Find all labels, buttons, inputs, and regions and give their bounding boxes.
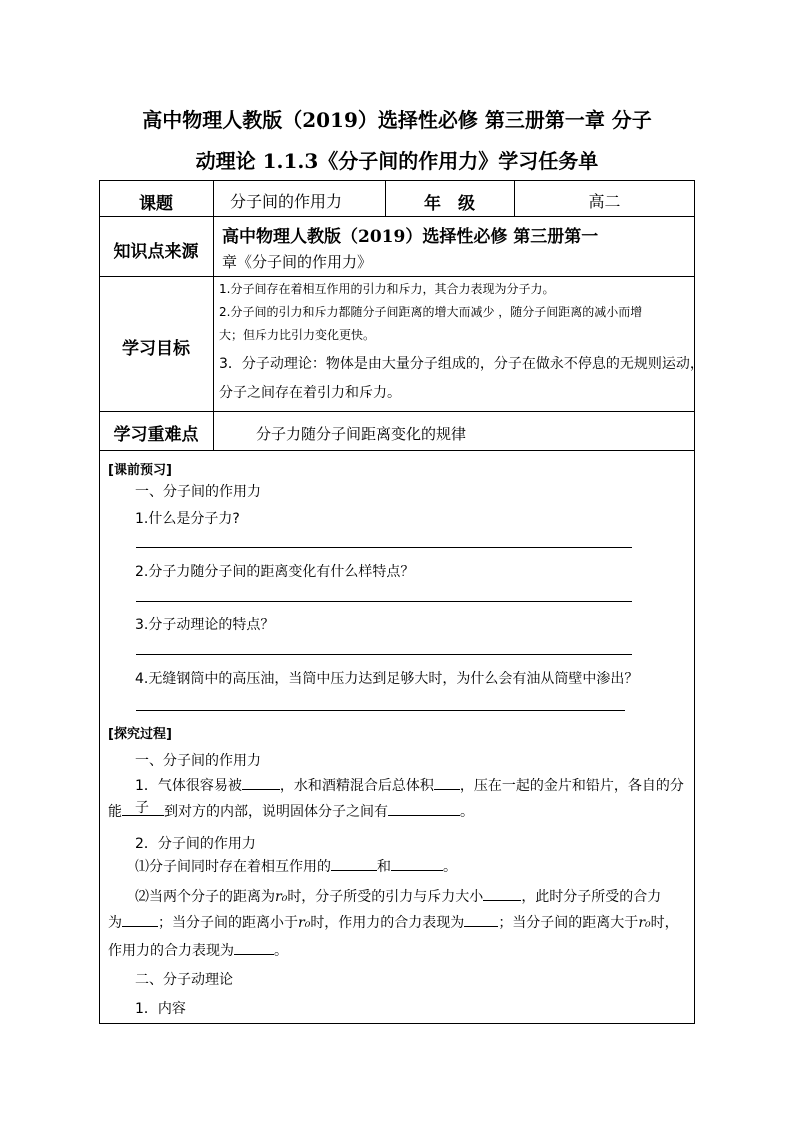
question-4: 4.无缝钢筒中的高压油，当筒中压力达到足够大时，为什么会有油从筒壁中渗出？: [135, 671, 639, 687]
question-2: 2.分子力随分子间的距离变化有什么样特点？: [135, 564, 415, 580]
text-fragment: 到对方的内部，说明固体分子之间有: [164, 804, 388, 820]
text-fragment: 。: [460, 804, 474, 820]
text-fragment: 作用力的合力表现为: [108, 943, 234, 959]
question-1: 1.什么是分子力?: [135, 511, 240, 527]
explore-paragraph-3: [135, 856, 690, 878]
preview-section-title: 一、分子间的作用力: [135, 484, 261, 500]
key-label: 学习重难点: [113, 425, 199, 445]
fill-blank[interactable]: [483, 886, 521, 901]
fill-blank[interactable]: [242, 775, 280, 790]
text-fragment: 时，作用力的合力表现为: [310, 915, 465, 931]
answer-line[interactable]: [136, 601, 632, 602]
course-value: 分子间的作用力: [230, 192, 343, 211]
grade-value: 高二: [588, 192, 621, 211]
explore-paragraph-1-cont: [108, 801, 688, 823]
goal-line: 分子之间存在着引力和斥力。: [219, 385, 401, 401]
table-rule: [99, 216, 695, 217]
answer-line[interactable]: [136, 654, 632, 655]
text-fragment: ，压在一起的金片和铅片，各自的分子: [135, 778, 684, 816]
fill-blank[interactable]: [122, 912, 158, 927]
text-fragment: 1．气体很容易被: [135, 778, 242, 794]
goal-line: 大；但斥力比引力变化更快。: [219, 328, 376, 342]
table-rule: [213, 180, 214, 450]
goal-line: 2.分子间的引力和斥力都随分子间距离的增大而减少 ，随分子间距离的减小而增: [219, 305, 643, 319]
text-fragment: ⑵当两个分子的距离为: [135, 889, 275, 905]
goal-line: 1.分子间存在着相互作用的引力和斥力，其合力表现为分子力。: [219, 282, 555, 296]
text-fragment: 时，: [650, 915, 679, 931]
goals-label: 学习目标: [122, 339, 190, 359]
explore-header: [探究过程]: [108, 727, 172, 742]
source-value-line2: 章《分子间的作用力》: [222, 253, 373, 271]
fill-blank[interactable]: [331, 856, 377, 871]
table-rule: [99, 411, 695, 412]
preview-header: [课前预习]: [108, 463, 172, 478]
document-title-line2: 动理论 1.1.3《分子间的作用力》学习任务单: [195, 149, 599, 173]
explore-item-2: 2．分子间的作用力: [135, 836, 256, 852]
explore-section-1: 一、分子间的作用力: [135, 753, 261, 769]
fill-blank[interactable]: [391, 856, 443, 871]
text-fragment: 为: [108, 915, 122, 931]
fill-blank[interactable]: [434, 775, 460, 790]
explore-paragraph-4: [135, 886, 690, 908]
fill-blank[interactable]: [388, 801, 460, 816]
r0-symbol: r₀: [638, 915, 651, 931]
course-label: 课题: [139, 194, 173, 214]
text-fragment: ，此时分子所受的合力: [521, 889, 662, 905]
fill-blank[interactable]: [234, 940, 274, 955]
text-fragment: 和: [377, 859, 391, 875]
document-title-line1: 高中物理人教版（2019）选择性必修 第三册第一章 分子: [142, 108, 652, 132]
table-rule: [99, 276, 695, 277]
r0-symbol: r₀: [298, 915, 311, 931]
text-fragment: ，水和酒精混合后总体积: [279, 778, 434, 794]
goal-line: 3．分子动理论：物体是由大量分子组成的，分子在做永不停息的无规则运动，: [219, 356, 704, 372]
text-fragment: ⑴分子间同时存在着相互作用的: [135, 859, 331, 875]
explore-item-content: 1．内容: [135, 1001, 186, 1017]
fill-blank[interactable]: [122, 801, 164, 816]
source-value-line1: 高中物理人教版（2019）选择性必修 第三册第一: [222, 227, 599, 247]
text-fragment: ；当分子间的距离小于: [158, 915, 298, 931]
table-rule: [99, 450, 695, 451]
key-value: 分子力随分子间距离变化的规律: [256, 425, 467, 443]
grade-label: 年 级: [424, 194, 475, 214]
r0-symbol: r₀: [275, 889, 288, 905]
explore-section-2: 二、分子动理论: [135, 972, 233, 988]
answer-line[interactable]: [136, 547, 632, 548]
text-fragment: ；当分子间的距离大于: [498, 915, 639, 931]
question-3: 3.分子动理论的特点？: [135, 617, 275, 633]
text-fragment: 。: [443, 859, 457, 875]
source-label: 知识点来源: [113, 242, 199, 262]
text-fragment: 。: [274, 943, 288, 959]
text-fragment: 能: [108, 804, 122, 820]
explore-paragraph-5: [108, 912, 688, 934]
text-fragment: 时，分子所受的引力与斥力大小: [287, 889, 484, 905]
explore-paragraph-6: [108, 940, 688, 962]
fill-blank[interactable]: [464, 912, 498, 927]
answer-line[interactable]: [136, 710, 625, 711]
